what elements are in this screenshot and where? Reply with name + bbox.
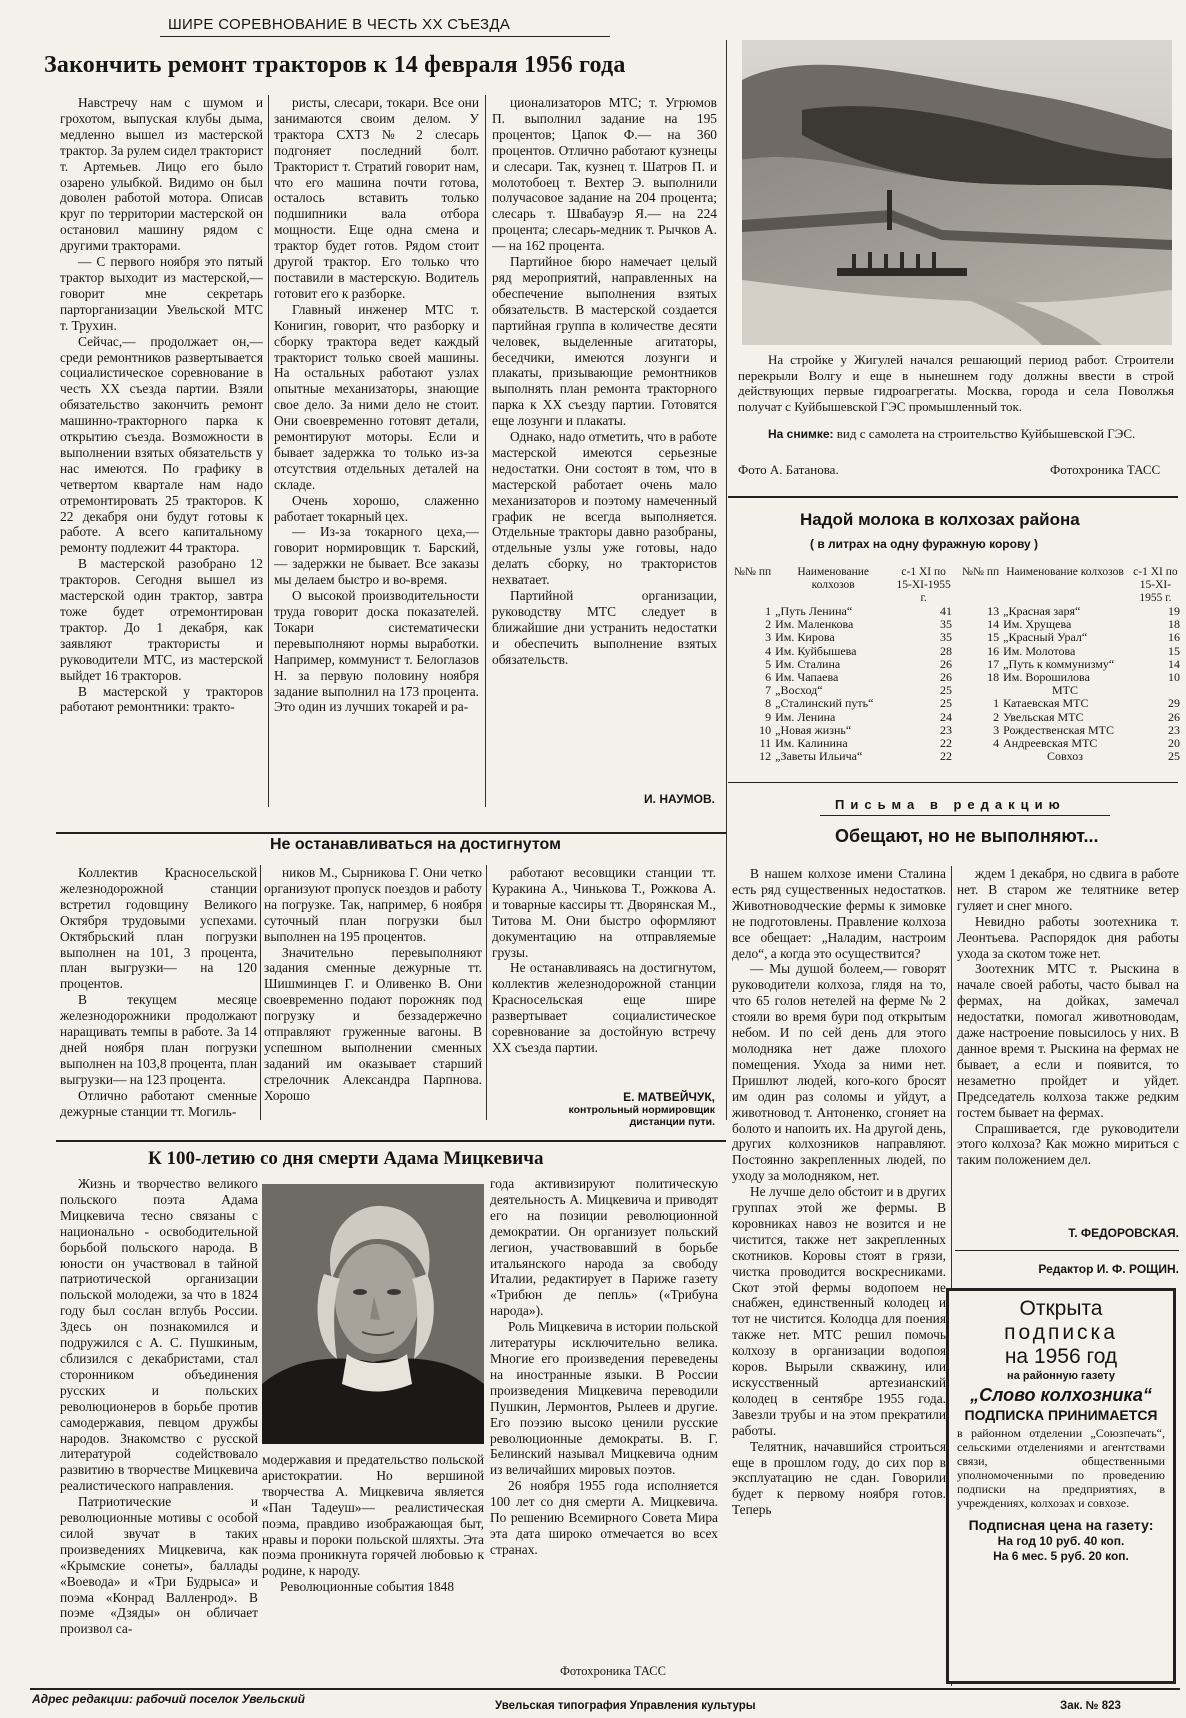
station-signature: Е. МАТВЕЙЧУК, [623, 1090, 715, 1104]
row-number: 1 [993, 696, 1000, 711]
milk-yield: 23 [940, 722, 952, 737]
milk-yield: 23 [1168, 722, 1180, 737]
ad-line-2: подписка [1004, 1321, 1118, 1344]
kolkhoz-name: „Красная заря“ [1003, 604, 1081, 618]
paragraph: В текущем месяце железнодорожники продолжают наращивать темпы в работе. За 14 дней ноября план погрузки выполнен на 103,8 процента, план выгрузки— на 123 процента. [60, 992, 257, 1087]
paragraph: Навстречу нам с шумом и грохотом, выпуская клубы дыма, медленно вышел из мастерской трактор. За рулем сидел тракторист т. Артемьев. Лицо его было озарено улыбкой. Видимо он был доволен работой мотора. Описав круг по территории мастерской он остановил машину рядом с другими тракторами. [60, 95, 263, 254]
station-col-3 [492, 865, 716, 1085]
top-rubric [168, 16, 608, 33]
row-number: 4 [765, 643, 772, 658]
column-rule [268, 95, 269, 807]
mickiewicz-col-2 [262, 1452, 484, 1682]
paragraph: ристы, слесари, токари. Все они занимаются своим делом. У трактора СХТЗ № 2 слесарь подгоняет последний болт. Тракторист т. Стратий говорит нам, что его машина почти готова, осталось вставить только подшипники вала отбора мощности. Еще одна смена и трактор будет готов. Рядом стоит другой трактор. Его только что поставили в мастерскую. Водитель готовит его к разборке. [274, 95, 479, 301]
table-row [732, 750, 954, 763]
paragraph: Сейчас,— продолжает он,— среди ремонтников развертывается социалистическое соревнование в честь XX съезда партии. Взяли обязательство закончить ремонт машинно-тракторного парка к открытию съезда. Возможности в выполнении взятых обязательств у нас имеются. По графику в четвертом квартале нам надо отремонтировать 25 тракторов. К 22 декабря они будут готовы к работе. А всего капитальному ремонту подлежит 44 трактора. [60, 333, 263, 556]
kolkhoz-name: „Восход“ [775, 683, 823, 698]
kolkhoz-name: „Красный Урал“ [1003, 630, 1088, 645]
station-headline: Не останавливаться на достигнутом [270, 836, 561, 853]
row-number: 13 [987, 604, 1000, 618]
editor-line: Редактор И. Ф. РОЩИН. [1038, 1262, 1179, 1276]
milk-yield: 26 [940, 656, 952, 671]
rubric-underline [820, 815, 1110, 816]
milk-yield: 28 [940, 643, 952, 658]
section-rule [726, 40, 727, 1120]
paragraph: В нашем колхозе имени Сталина есть ряд существенных недостатков. Животноводческие фермы к зимовке не подготовлены. Правление колхоза все обещает: „Наладим, настроим дело“, а когда это осуществится? [732, 866, 946, 961]
table-row [960, 697, 1182, 710]
kolkhoz-name: Увельская МТС [1003, 709, 1084, 724]
row-number: 10 [759, 722, 772, 737]
paragraph: Патриотические и революционные мотивы с особой силой звучат в таких произведениях Мицкевича, как «Крымские сонеты», баллады «Воевода» и «Три Будрыса» и поэма «Конрад Валленрод». В поэме «Дзяды» он обличает произвол са- [60, 1494, 258, 1637]
milk-table [732, 566, 954, 763]
ad-line-4: на районную газету [1007, 1370, 1115, 1382]
paragraph: Очень хорошо, слаженно работает токарный цех. [274, 492, 479, 524]
paragraph: Коллектив Красносельской железнодорожной станции встретил годовщину Великого Октября трудовыми успехами. Октябрьский план погрузки выполнен на 101, 3 процента, план выгрузки— на 120 процентов. [60, 865, 257, 992]
aerial-photo-image [742, 40, 1172, 345]
table-row [732, 631, 954, 644]
portrait-image [262, 1184, 484, 1444]
rubric-underline [160, 36, 610, 37]
kolkhoz-name: Им. Сталина [775, 656, 841, 671]
row-number: 4 [993, 736, 1000, 751]
ad-accepts: ПОДПИСКА ПРИНИМАЕТСЯ [964, 1407, 1158, 1423]
section-divider [56, 832, 726, 834]
section-divider [728, 496, 1178, 498]
photo-caption [738, 352, 1174, 414]
letters-col-2 [957, 866, 1179, 1216]
row-number: 17 [987, 656, 1000, 671]
tractor-signature: И. НАУМОВ. [644, 792, 715, 806]
row-number: 1 [765, 604, 772, 618]
row-number: 15 [987, 630, 1000, 645]
header-value: с-1 XI по 15-XI-1955 г. [1133, 566, 1178, 604]
paragraph: Роль Мицкевича в истории польской литературы исключительно велика. Многие его произведения переведены на иностранные языки. В России произведения Мицкевича переводили Пушкин, Лермонтов, Рылеев и другие. Его поэзию высоко ценили русские революционные демократы. В. Г. Белинский называл Мицкевича одним из величайших мировых поэтов. [490, 1319, 718, 1478]
kolkhoz-name: „Путь к коммунизму“ [1003, 656, 1115, 671]
paragraph: Значительно перевыполняют задания сменные дежурные тт. Шишминцев Г. и Оливенко В. Они своевременно подают порожняк под погрузку и беззадержечно отправляют груженные вагоны. В успешном выполнении сменных заданий им оказывает старший стрелочник Александра Парпнова. Хорошо [264, 944, 482, 1103]
row-number [960, 750, 1001, 763]
paragraph: — Из-за токарного цеха,— говорит нормировщик т. Барский,— задержки не бывает. Все заказы мы делаем быстро и во-время. [274, 524, 479, 588]
subscription-ad [946, 1288, 1176, 1684]
ad-price-half: На 6 мес. 5 руб. 20 коп. [993, 1549, 1129, 1563]
paragraph: года активизируют политическую деятельность А. Мицкевича и приводят его на позиции революционной демократии. Он организует польский легион, участвовавший в борьбе итальянского народа за свободу Италии, редактирует в Париже газету «Трибюн де пепль» («Трибуна народа»). [490, 1176, 718, 1319]
milk-yield: 10 [1168, 670, 1180, 685]
kolkhoz-name: „Новая жизнь“ [775, 722, 852, 737]
paragraph: Жизнь и творчество великого польского поэта Адама Мицкевича тесно связаны с национально - освободительной борьбой польского народа. В юности он участвовал в тайной патриотической организации польской молодежи, за что в 1824 году был сослан вглубь России. Здесь он познакомился и подружился с А. С. Пушкиным, сблизился с декабристами, стал сторонником объединения русских и польских революционеров в борьбе против самодержавия, певцом дружбы народов. Знакомство с русской литературой содействовало развитию в творчестве Мицкевича реалистического направления. [60, 1176, 258, 1494]
hydro-station-photo [742, 40, 1172, 345]
ad-price-title: Подписная цена на газету: [968, 1517, 1154, 1533]
table-row [960, 711, 1182, 724]
ad-newspaper-name: „Слово колхозника“ [970, 1385, 1152, 1405]
ad-price-year: На год 10 руб. 40 коп. [997, 1534, 1125, 1548]
milk-yield: 35 [940, 630, 952, 645]
paragraph: — С первого ноября это пятый трактор выходит из мастерской,— говорит мне секретарь парторганизации Увельской МТС т. Трухин. [60, 254, 263, 333]
paragraph: Революционные события 1848 [280, 1579, 455, 1595]
caption-text: На стройке у Жигулей начался решающий период работ. Строители перекрыли Волгу и еще в нынешнем году должны ввести в строй действующих первые гидроагрегаты. Москва, города и села Поволжья получат с Куйбышевской ГЭС промышленный ток. [738, 352, 1174, 414]
section-divider [955, 1250, 1179, 1251]
paragraph: Телятник, начавшийся строиться еще в прошлом году, до сих пор в эксплуатацию не сдан. Говорили будет к первому ноября готов. Теперь [732, 1438, 946, 1518]
milk-yield: 20 [1168, 736, 1180, 751]
station-signature-role: контрольный нормировщик дистанции пути. [568, 1104, 715, 1128]
milk-yield: 25 [940, 683, 952, 698]
tractor-col-1 [60, 95, 263, 810]
table-row [732, 711, 954, 724]
paragraph: ционализаторов МТС; т. Угрюмов П. выполнил задание на 195 процентов; Цапок Ф.— на 360 процентов. Отлично работают кузнецы и слесари. Так, кузнец т. Шатров П. и молотобоец т. Вехтер Э. выполнили получасовое задание на 204 процента; слесарь т. Швабауэр Я.— на 224 процента; слесарь-медник т. Рычков А.— на 162 процента. [492, 95, 717, 254]
milk-yield: 35 [940, 617, 952, 632]
table-header-row [732, 566, 954, 605]
milk-yield: 25 [1168, 749, 1180, 764]
milk-yield: 41 [940, 604, 952, 618]
na-snimke-text: вид с самолета на строительство Куйбышевской ГЭС. [836, 426, 1136, 441]
kolkhoz-name: Им. Молотова [1003, 643, 1076, 658]
footer-printer: Увельская типография Управления культуры [495, 1700, 756, 1712]
mickiewicz-portrait [262, 1184, 484, 1444]
milk-table-left [732, 566, 954, 763]
paragraph: ников М., Сырникова Г. Они четко организуют пропуск поездов и работу на погрузке. Так, например, 6 ноября суточный план погрузки был выполнен на 195 процентов. [264, 865, 482, 944]
kolkhoz-name: Совхоз [1047, 749, 1083, 764]
row-number: 5 [765, 656, 772, 671]
kolkhoz-name: Им. Кирова [775, 630, 835, 645]
paragraph: модержавия и предательство польской аристократии. Но вершиной творчества А. Мицкевича является «Пан Тадеуш»— реалистическая поэма, правдиво изображающая быт, нравы и пороки польской шляхты. Эта поэма проникнута горячей любовью к родине, к народу. [262, 1452, 484, 1579]
milk-title: Надой молока в колхозах района [800, 510, 1080, 529]
row-number: 16 [987, 643, 1000, 658]
header-name: Наименование колхозов [1006, 566, 1124, 578]
footer-address: Адрес редакции: рабочий поселок Увельский [32, 1692, 305, 1706]
ad-line-3: на 1956 год [1004, 1345, 1118, 1368]
header-value: с-1 XI по 15-XI-1955 г. [896, 566, 951, 604]
photo-na-snimke [738, 426, 1174, 443]
paragraph: работают весовщики станции тт. Куракина А., Чинькова Т., Рожкова А. и товарные кассиры тт. Дворянская М., Титова М. Они быстро оформляют документацию на отправляемые грузы. [492, 865, 716, 960]
paragraph: Спрашивается, где руководители этого колхоза? Как можно мириться с таким положением дел. [957, 1120, 1179, 1168]
milk-yield: 24 [940, 709, 952, 724]
na-snimke-label: На снимке: [768, 427, 834, 441]
kolkhoz-name: Рождественская МТС [1003, 722, 1114, 737]
tractor-headline: Закончить ремонт тракторов к 14 февраля 1956 года [44, 52, 626, 78]
paragraph: ждем 1 декабря, но сдвига в работе нет. В старом же телятнике ветер гуляет и снег много. [957, 866, 1179, 913]
milk-table-right [960, 566, 1182, 763]
paragraph: В мастерской разобрано 12 тракторов. Сегодня вышел из мастерской один трактор, завтра тоже будет отремонтирован трактор. До 1 декабря, как заявляют трактористы и руководители МТС, из мастерской выйдет 16 тракторов. [60, 556, 263, 683]
rubric-text: ШИРЕ СОРЕВНОВАНИЕ В ЧЕСТЬ XX СЪЕЗДА [168, 16, 511, 33]
table-row [960, 750, 1182, 763]
letters-rubric-text: Письма в редакцию [835, 797, 1066, 812]
column-rule [260, 865, 261, 1120]
mickiewicz-headline: К 100-летию со дня смерти Адама Мицкевича [148, 1148, 544, 1169]
tractor-col-3 [492, 95, 717, 785]
paragraph: Зоотехник МТС т. Рыскина в начале своей работы, часто бывал на фермах, на дойках, замечал недостатки, помогал животноводам, даже настроение повысилось у них. В данное время т. Рыскина на фермах не бывает, а если и появится, то незаметно пройдет и уйдет. Председатель колхоза также редким гостем бывает на фермах. [957, 961, 1179, 1120]
mickiewicz-credit: Фотохроника ТАСС [560, 1664, 666, 1678]
paragraph: Главный инженер МТС т. Конигин, говорит, что разборку и сборку трактора ведет каждый тракторист только своей машины. На остальных работают узлах опытные механизаторы, знающие свое дело. За ними дело не стоит. Они своевременно готовят детали, ремонтируют моторы. Если и бывает задержка то только из-за отсутствия отдельных деталей на складе. [274, 301, 479, 492]
kolkhoz-name: „Заветы Ильича“ [775, 749, 863, 764]
tractor-col-2 [274, 95, 479, 810]
row-number: 18 [987, 670, 1000, 685]
row-number: 2 [993, 709, 1000, 724]
table-row [732, 645, 954, 658]
milk-subtitle: ( в литрах на одну фуражную корову ) [810, 537, 1039, 551]
milk-yield: 22 [940, 749, 952, 764]
photo-credit-left: Фото А. Батанова. [738, 462, 839, 477]
column-rule [485, 95, 486, 807]
milk-yield: 25 [940, 696, 952, 711]
section-divider [728, 782, 1178, 783]
milk-table [960, 566, 1182, 763]
paragraph: О высокой производительности труда говорит доска показателей. Токари систематически перевыполняют нормы выработки. Например, коммунист т. Белоглазов Н. за первую половину ноября задание выполнил на 173 процента. Это один из лучших токарей и ра- [274, 588, 479, 715]
paragraph: 26 ноября 1955 года исполняется 100 лет со дня смерти А. Мицкевича. По решению Всемирного Совета Мира эта дата широко отмечается во всех странах. [490, 1478, 718, 1557]
table-row [960, 631, 1182, 644]
kolkhoz-name: МТС [1051, 683, 1078, 698]
row-number: 11 [759, 736, 772, 751]
milk-yield: 19 [1168, 604, 1180, 618]
paragraph: Партийной организации, руководству МТС следует в ближайшие дни устранить недостатки и обеспечить выполнение взятых обязательств. [492, 588, 717, 667]
mickiewicz-col-3 [490, 1176, 718, 1656]
row-number: 14 [987, 617, 1000, 632]
kolkhoz-name: Катаевская МТС [1003, 696, 1089, 711]
footer-order: Зак. № 823 [1060, 1700, 1121, 1712]
paragraph: — Мы душой болеем,— говорят руководители колхоза, глядя на то, что 65 голов нетелей на ферме № 2 стояли во время бури под открытым небом. И по сей день для этого молодняка нет даже плохого помещения. Ухода за ними нет. Пришлют людей, кого-кого бросят им один раз соломы и уйдут, а животновод т. Антоненко, сгоняет на болото и напоить их. На другой день, других колхозников направляют. Постоянно закрепленных людей, по уходу за молодняком, нет. [732, 961, 946, 1184]
paragraph: Не останавливаясь на достигнутом, коллектив железнодорожной станции Красносельская еще шире развертывает социалистическое соревнование за достойную встречу XX съезда партии. [492, 960, 716, 1055]
milk-yield: 26 [1168, 709, 1180, 724]
kolkhoz-name: Им. Куйбышева [775, 643, 857, 658]
milk-yield: 16 [1168, 630, 1180, 645]
row-number: 2 [765, 617, 772, 632]
paragraph: Не лучше дело обстоит и в других группах этой же фермы. В коровниках навоз не возится и не чистится, также нет закрепленных скотников. Коровы стоят в грязи, чистка проводится воскресниками. Скот этой фермы водопоем не снабжен, единственный колодец и тот не чистится. Колодца для поения также нет. МТС решил помочь колхозу в организации водопоя коров. Вырыли скважину, или искусственный артезианский колодец в сентябре 1955 года. Завезли трубы и на этом прекратили работы. [732, 1184, 946, 1438]
milk-yield: 18 [1168, 617, 1180, 632]
kolkhoz-name: Им. Калинина [775, 736, 848, 751]
letters-rubric [835, 797, 1066, 812]
table-header-row [960, 566, 1182, 605]
station-col-2 [264, 865, 482, 1125]
photo-credit-right: Фотохроника ТАСС [1050, 462, 1161, 477]
milk-yield: 29 [1168, 696, 1180, 711]
ad-body: в районном отделении „Союзпечать“, сельскими отделениями и агентствами связи, общественными уполномоченными по проведению подписки на предприятиях, в учреждениях, колхозах и совхозе. [957, 1426, 1165, 1510]
paragraph: В мастерской у тракторов работают ремонтники: тракто- [60, 683, 263, 715]
milk-yield: 14 [1168, 656, 1180, 671]
milk-yield: 26 [940, 670, 952, 685]
letters-col-1 [732, 866, 946, 1691]
paragraph: Партийное бюро намечает целый ряд мероприятий, направленных на обеспечение выполнения взятых обязательств. В мастерской создается партийная группа в количестве десяти человек, выделенные агитаторы, беседчики, имеются лозунги и плакаты, призывающие ремонтников выполнять план ремонта тракторного парка к XX съезду партии. Готовятся еще лозунги и плакаты. [492, 254, 717, 429]
mickiewicz-col-1 [60, 1176, 258, 1676]
letters-signature: Т. ФЕДОРОВСКАЯ. [1068, 1226, 1179, 1240]
section-divider [56, 1140, 726, 1142]
table-row [960, 645, 1182, 658]
row-number: 12 [759, 749, 772, 764]
paragraph: Невидно работы зоотехника т. Леонтьева. Распорядок дня работы ухода за скотом тоже нет. [957, 913, 1179, 961]
kolkhoz-name: Им. Хрущева [1003, 617, 1072, 632]
row-number: 6 [765, 670, 772, 685]
kolkhoz-name: Андреевская МТС [1003, 736, 1098, 751]
kolkhoz-name: „Путь Ленина“ [775, 604, 853, 618]
footer-rule [30, 1688, 1180, 1690]
header-name: Наименование колхозов [797, 566, 870, 591]
paragraph: Отлично работают сменные дежурные станции тт. Могиль- [60, 1087, 257, 1119]
row-number: 3 [993, 722, 1000, 737]
station-col-1 [60, 865, 257, 1125]
table-row [732, 697, 954, 710]
row-number: 9 [765, 709, 772, 724]
letters-headline: Обещают, но не выполняют... [835, 826, 1099, 846]
row-number: 7 [765, 683, 772, 698]
row-number: 8 [765, 696, 772, 711]
kolkhoz-name: Им. Маленкова [775, 617, 854, 632]
kolkhoz-name: Им. Ленина [775, 709, 836, 724]
column-rule [486, 865, 487, 1120]
header-num: №№ пп [734, 566, 772, 578]
kolkhoz-name: Им. Ворошилова [1003, 670, 1090, 685]
paragraph: Однако, надо отметить, что в работе мастерской имеются серьезные недостатки. Они состоят в том, что в мастерской работает очень мало механизаторов и поэтому намеченный график не всегда выполняется. Отдельные тракторы давно разобраны, отдельные узлы уже готовы, надо делать сборку, но трактористов нехватает. [492, 429, 717, 588]
milk-yield: 15 [1168, 643, 1180, 658]
kolkhoz-name: Им. Чапаева [775, 670, 839, 685]
header-num: №№ пп [962, 566, 1000, 578]
kolkhoz-name: „Сталинский путь“ [775, 696, 874, 711]
ad-line-1: Открыта [1019, 1297, 1103, 1320]
milk-yield: 22 [940, 736, 952, 751]
row-number: 3 [765, 630, 772, 645]
